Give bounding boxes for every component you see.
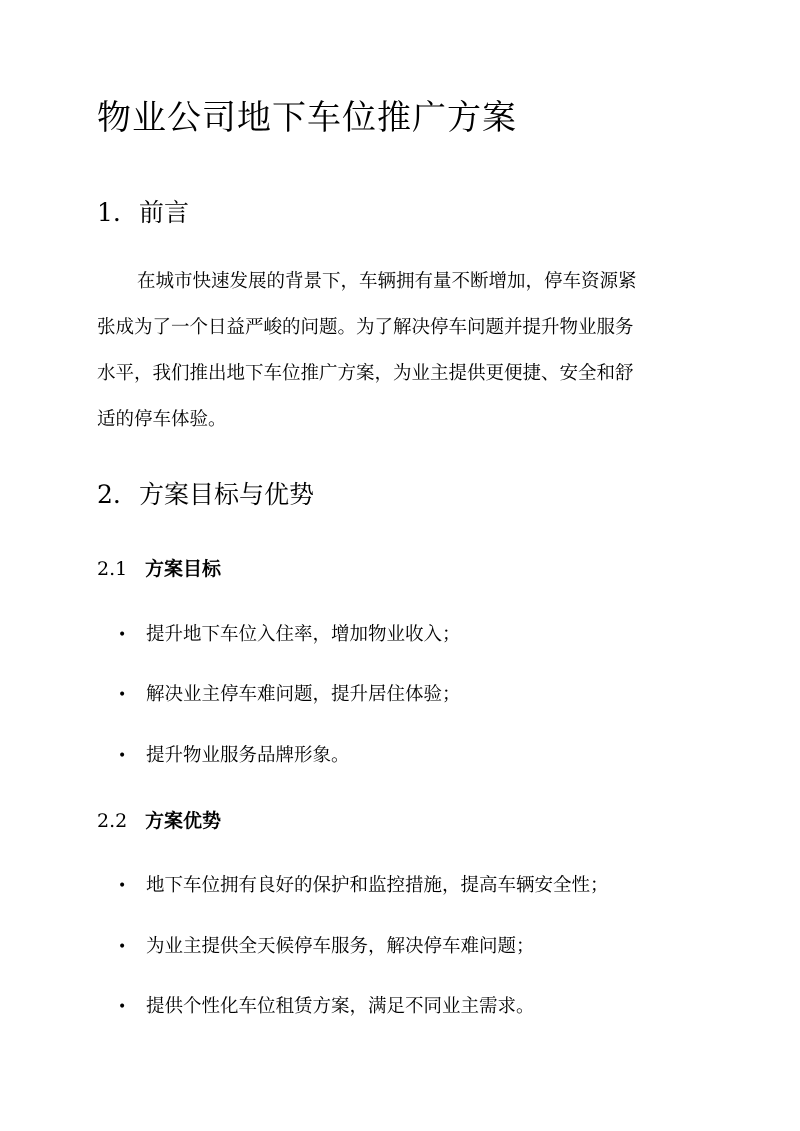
section-2-heading bbox=[97, 478, 314, 512]
list-item-text: 地下车位拥有良好的保护和监控措施，提高车辆安全性； bbox=[146, 875, 609, 896]
page-title: 物业公司地下车位推广方案 bbox=[97, 98, 517, 138]
section-1-heading bbox=[97, 196, 189, 230]
section-1-title: 前言 bbox=[139, 198, 190, 227]
section-2-title: 方案目标与优势 bbox=[139, 480, 315, 509]
list-item bbox=[118, 742, 350, 770]
subsection-2-2-title: 方案优势 bbox=[145, 810, 222, 832]
intro-paragraph bbox=[97, 259, 697, 443]
list-item-text: 解决业主停车难问题，提升居住体验； bbox=[146, 684, 461, 705]
list-item-text: 为业主提供全天候停车服务，解决停车难问题； bbox=[146, 936, 535, 957]
section-2-number: 2. bbox=[97, 480, 121, 509]
bullet-icon: • bbox=[118, 748, 127, 764]
subsection-2-2-heading bbox=[97, 807, 221, 835]
bullet-icon: • bbox=[118, 939, 127, 955]
subsection-2-2-number: 2.2 bbox=[97, 810, 128, 832]
list-item bbox=[118, 993, 535, 1021]
list-item bbox=[118, 933, 535, 961]
subsection-2-1-number: 2.1 bbox=[97, 558, 128, 580]
paragraph-line: 水平，我们推出地下车位推广方案，为业主提供更便捷、安全和舒 bbox=[97, 363, 634, 384]
paragraph-line: 张成为了一个日益严峻的问题。为了解决停车问题并提升物业服务 bbox=[97, 317, 634, 338]
bullet-icon: • bbox=[118, 627, 127, 643]
section-1-number: 1. bbox=[97, 198, 121, 227]
bullet-icon: • bbox=[118, 999, 127, 1015]
list-item bbox=[118, 681, 461, 709]
list-item-text: 提供个性化车位租赁方案，满足不同业主需求。 bbox=[146, 996, 535, 1017]
list-item bbox=[118, 872, 609, 900]
subsection-2-1-title: 方案目标 bbox=[145, 558, 222, 580]
paragraph-line: 适的停车体验。 bbox=[97, 409, 227, 430]
bullet-icon: • bbox=[118, 878, 127, 894]
subsection-2-1-heading bbox=[97, 555, 221, 583]
list-item-text: 提升地下车位入住率，增加物业收入； bbox=[146, 624, 461, 645]
list-item bbox=[118, 621, 461, 649]
bullet-icon: • bbox=[118, 687, 127, 703]
paragraph-line: 在城市快速发展的背景下，车辆拥有量不断增加，停车资源紧 bbox=[137, 271, 637, 292]
list-item-text: 提升物业服务品牌形象。 bbox=[146, 745, 350, 766]
